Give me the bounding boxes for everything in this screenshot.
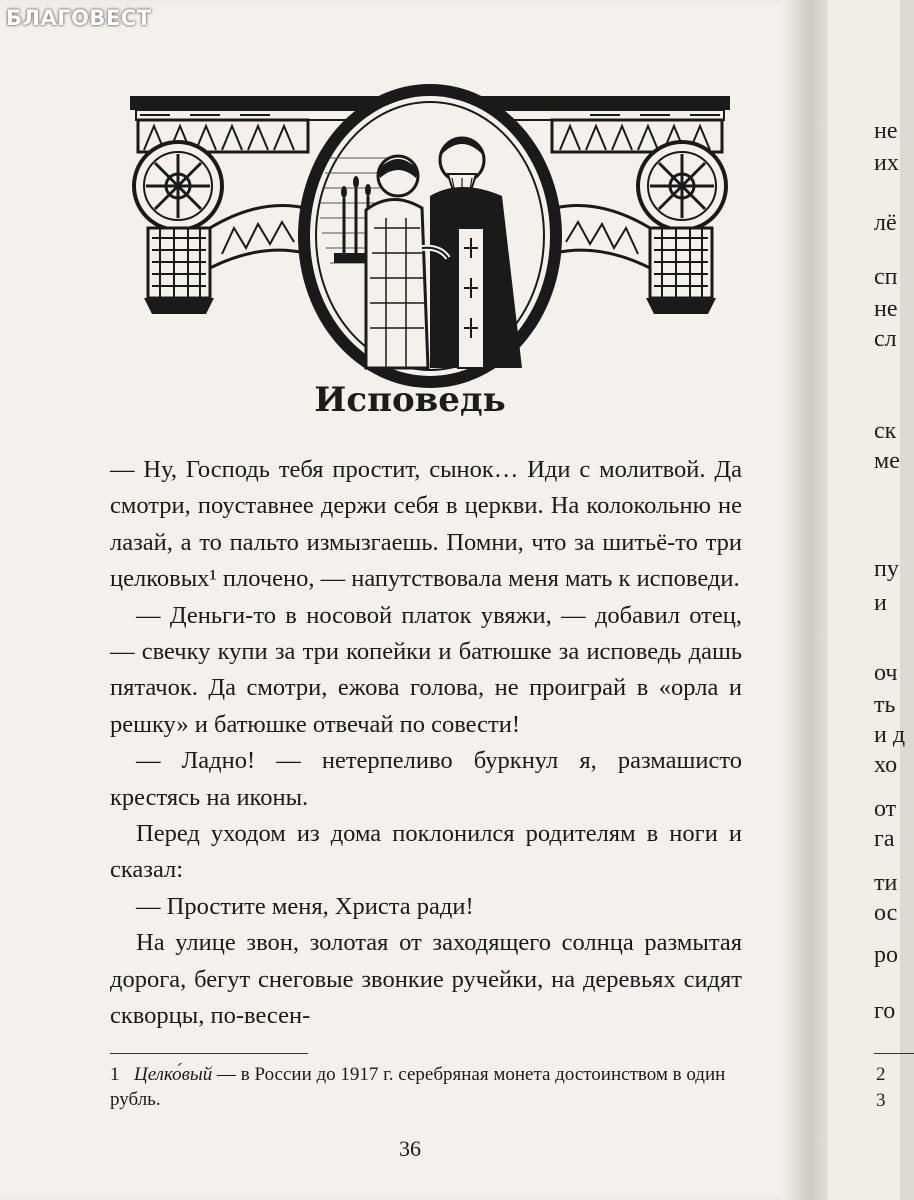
header-illustration — [130, 78, 730, 393]
right-page-line-fragment: от — [874, 796, 897, 822]
right-page-line-fragment: ме — [874, 448, 900, 474]
body-text — [110, 452, 742, 1035]
right-page-line-fragment: хо — [874, 752, 898, 778]
right-page-line-fragment: го — [874, 998, 896, 1024]
right-page-line-fragment: ро — [874, 942, 898, 968]
chapter-title: Исповедь — [314, 380, 506, 420]
right-page-line-fragment: не — [874, 118, 898, 144]
paragraph: — Ну, Господь тебя простит, сынок… Иди с молитвой. Да смотри, поуставнее держи себя в церкви. На колокольню не лазай, а то пальто измызгаешь. Помни, что за шитьё-то три целковых¹ плочено, — напутствовала меня мать к исповеди. — [110, 456, 742, 593]
watermark-logo: БЛАГОВЕСТ — [6, 6, 152, 30]
right-page-line-fragment: и — [874, 590, 887, 616]
right-page-line-fragment: лё — [874, 210, 897, 236]
right-page-line-fragment: пу — [874, 556, 899, 582]
right-page-line-fragment: их — [874, 150, 899, 176]
right-page-line-fragment: ос — [874, 900, 898, 926]
paragraph: — Простите меня, Христа ради! — [136, 892, 474, 920]
right-footnote-number: 3 — [876, 1090, 886, 1111]
book-page-right — [828, 0, 906, 1200]
right-page-line-fragment: ск — [874, 418, 897, 444]
right-page-line-fragment: сл — [874, 326, 897, 352]
paragraph: На улице звон, золотая от заходящего солнца размытая дорога, бегут снеговые звонкие ручейки, на деревьях сидят скворцы, по-весен- — [110, 929, 742, 1030]
footnote-term: Целко́вый — [134, 1064, 213, 1085]
paragraph: Перед уходом из дома поклонился родителям в ноги и сказал: — [110, 820, 742, 884]
right-page-line-fragment: сп — [874, 264, 898, 290]
footnote-rule — [110, 1053, 308, 1054]
page-number: 36 — [399, 1136, 421, 1161]
footnote — [110, 1062, 750, 1112]
right-page-line-fragment: не — [874, 296, 898, 322]
right-page-line-fragment: га — [874, 826, 895, 852]
paragraph: — Ладно! — нетерпеливо буркнул я, размашисто крестясь на иконы. — [110, 747, 742, 811]
paragraph: — Деньги-то в носовой платок увяжи, — добавил отец, — свечку купи за три копейки и батюшке за исповедь дашь пятачок. Да смотри, ежова голова, не проиграй в «орла и решку» и батюшке отвечай по совести! — [110, 601, 742, 738]
book-gutter — [780, 0, 830, 1200]
right-page-line-fragment: ть — [874, 692, 896, 718]
right-footnote-number: 2 — [876, 1064, 886, 1085]
footnote-text: — в России до 1917 г. серебряная монета достоинством в один рубль. — [110, 1064, 726, 1110]
right-footnote-rule — [874, 1053, 914, 1054]
right-page-line-fragment: оч — [874, 660, 898, 686]
right-page-line-fragment: ти — [874, 870, 898, 896]
footnote-number: 1 — [110, 1064, 120, 1085]
right-page-line-fragment: и д — [874, 722, 906, 748]
